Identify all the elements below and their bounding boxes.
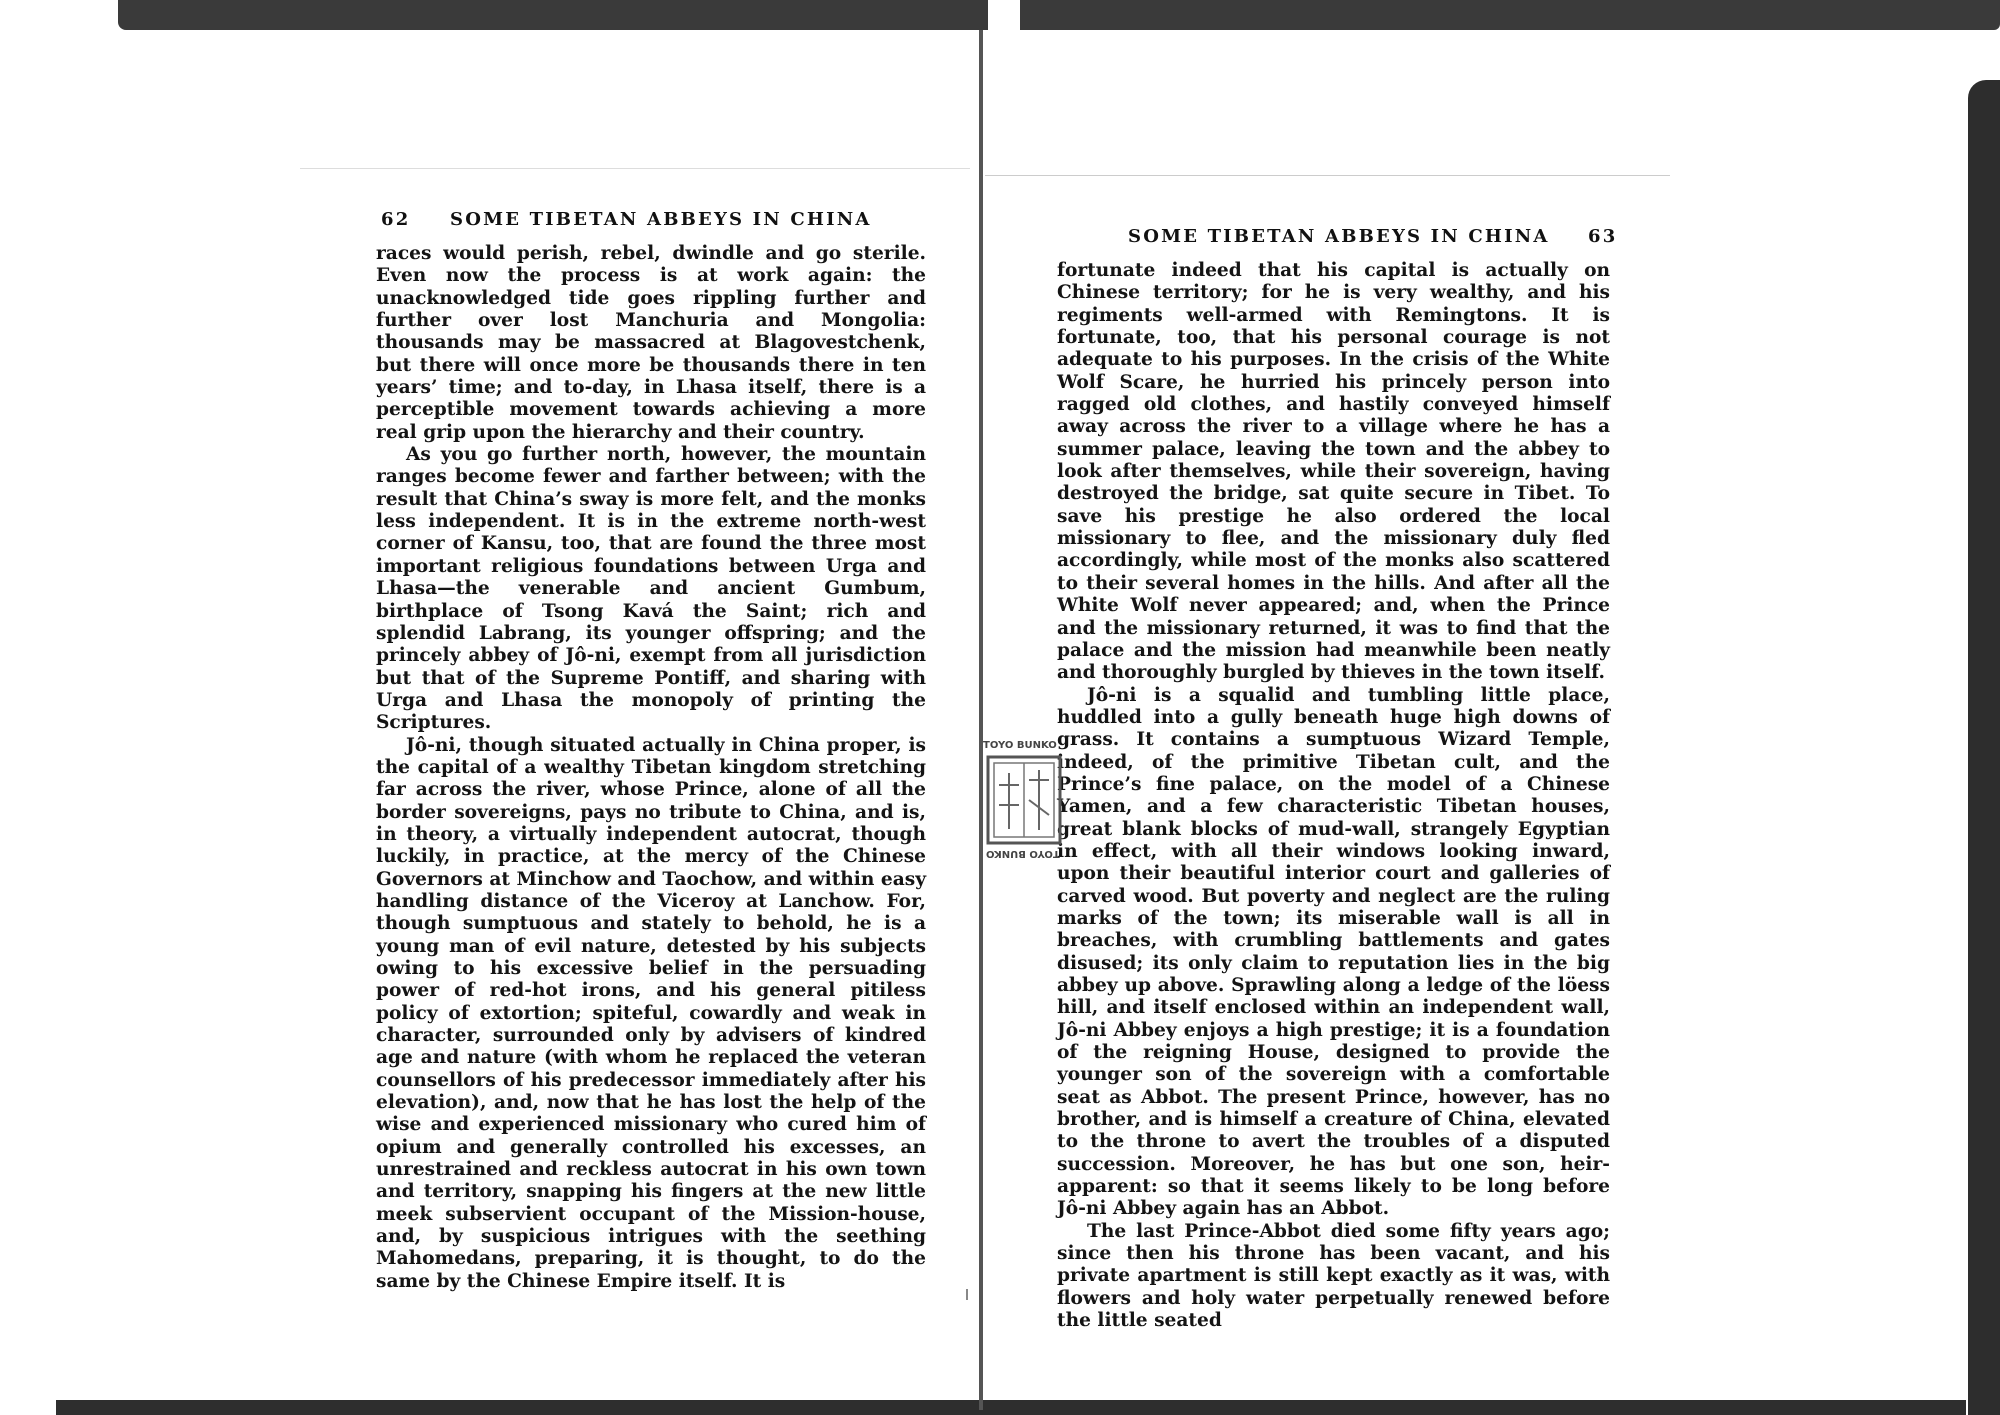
scanner-shadow-top-right	[1020, 0, 2000, 30]
paragraph: The last Prince-Abbot died some fifty years ago; since then his throne has been vacant, and his private apartment is still kept exactly as it was, with flowers and holy water perpetually renewed before the little seated	[1057, 1220, 1610, 1332]
paragraph: Jô-ni is a squalid and tumbling little place, huddled into a gully beneath huge high downs of grass. It contains a sumptuous Wizard Temple, indeed, of the primitive Tibetan cult, and the Prince’s fine palace, on the model of a Chinese Yamen, and a few characteristic Tibetan houses, great blank blocks of mud-wall, strangely Egyptian in effect, with all their windows looking inward, upon their beautiful interior court and galleries of carved wood. But poverty and neglect are the ruling marks of the town; its miserable wall is all in breaches, with crumbling battlements and gates disused; its only claim to reputation lies in the big abbey up above. Sprawling along a ledge of the löess hill, and itself enclosed within an independent wall, Jô-ni Abbey enjoys a high prestige; it is a foundation of the reigning House, designed to provide the younger son of the sovereign with a comfortable seat as Abbot. The present Prince, however, has no brother, and is himself a creature of China, elevated to the throne to avert the troubles of a disputed succession. Moreover, he has but one son, heir-apparent: so that it seems likely to be long before Jô-ni Abbey again has an Abbot.	[1057, 684, 1610, 1220]
page-number: 62	[381, 209, 411, 230]
library-stamp-text: TOYO BUNKO	[986, 848, 1060, 859]
library-stamp-text: TOYO BUNKO	[983, 740, 1057, 751]
scanner-shadow-top-left	[118, 0, 988, 30]
right-page-body	[1057, 260, 1610, 1333]
paragraph: As you go further north, however, the mountain ranges become fewer and farther between; with the result that China’s sway is more felt, and the monks less independent. It is in the extreme north-west corner of Kansu, too, that are found the three most important religious foundations between Urga and Lhasa—the venerable and ancient Gumbum, birthplace of Tsong Kavá the Saint; rich and splendid Labrang, its younger offspring; and the princely abbey of Jô-ni, exempt from all jurisdiction but that of the Supreme Pontiff, and sharing with Urga and Lhasa the monopoly of printing the Scriptures.	[376, 444, 926, 734]
page-number: 63	[1588, 226, 1618, 247]
running-head: SOME TIBETAN ABBEYS IN CHINA	[1128, 226, 1550, 247]
scanner-shadow-bottom	[56, 1400, 1966, 1415]
scanner-shadow-right	[1968, 80, 2000, 1415]
paragraph: races would perish, rebel, dwindle and go sterile. Even now the process is at work again: the unacknowledged tide goes rippling further and further over lost Manchuria and Mongolia: thousands may be massacred at Blagovestchenk, but there will once more be thousands there in ten years’ time; and to-day, in Lhasa itself, there is a perceptible movement towards achieving a more real grip upon the hierarchy and their country.	[376, 243, 926, 443]
right-page	[985, 175, 1670, 1332]
left-page-body	[376, 243, 926, 1293]
running-head: SOME TIBETAN ABBEYS IN CHINA	[450, 209, 872, 230]
paragraph: fortunate indeed that his capital is actually on Chinese territory; for he is very wealthy, and his regiments well-armed with Remingtons. It is fortunate, too, that his personal courage is not adequate to his purposes. In the crisis of the White Wolf Scare, he hurried his princely person into ragged old clothes, and hastily conveyed himself away across the river to a village where he has a summer palace, leaving the town and the abbey to look after themselves, while their sovereign, having destroyed the bridge, sat quite secure in Tibet. To save his prestige he also ordered the local missionary to flee, and the missionary duly fled accordingly, while most of the monks also scattered to their several homes in the hills. And after all the White Wolf never appeared; and, when the Prince and the missionary returned, it was to find that the palace and the mission had meanwhile been neatly and thoroughly burgled by thieves in the town itself.	[1057, 260, 1610, 684]
library-stamp-icon	[985, 745, 1063, 857]
left-page	[300, 168, 970, 1292]
paragraph: Jô-ni, though situated actually in China proper, is the capital of a wealthy Tibetan kingdom stretching far across the river, whose Prince, alone of all the border sovereigns, pays no tribute to China, and is, in theory, a virtually independent autocrat, though luckily, in practice, at the mercy of the Chinese Governors at Minchow and Taochow, and within easy handling distance of the Viceroy at Lanchow. For, though sumptuous and stately to behold, he is a young man of evil nature, detested by his subjects owing to his excessive belief in the persuading power of red-hot irons, and his general pitiless policy of extortion; spiteful, cowardly and weak in character, surrounded only by advisers of kindred age and nature (with whom he replaced the veteran counsellors of his predecessor immediately after his elevation), and, now that he has lost the help of the wise and experienced missionary who cured him of opium and generally controlled his excesses, an unrestrained and reckless autocrat in his own town and territory, snapping his fingers at the new little meek subservient occupant of the Mission-house, and, by suspicious intrigues with the seething Mahomedans, preparing, it is thought, to do the same by the Chinese Empire itself. It is	[376, 734, 927, 1292]
book-spine	[979, 30, 983, 1410]
